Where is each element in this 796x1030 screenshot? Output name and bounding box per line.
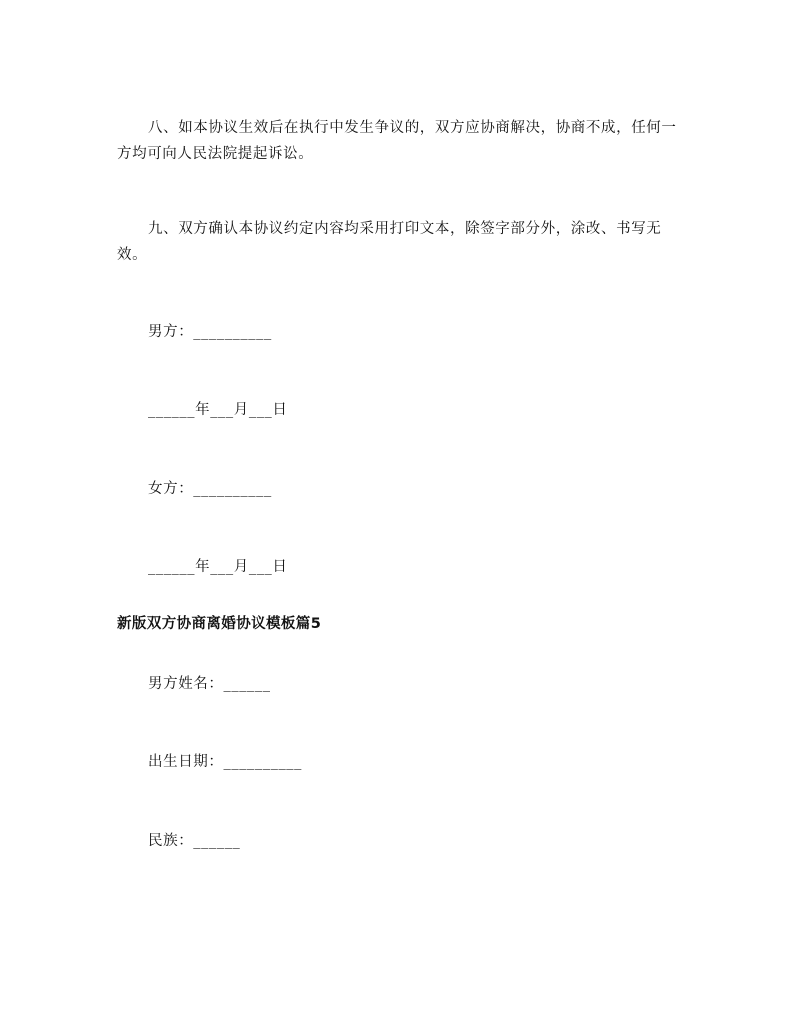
clause-8-paragraph: 八、如本协议生效后在执行中发生争议的，双方应协商解决，协商不成，任何一方均可向人民法院提起诉讼。 (117, 120, 677, 162)
section-heading: 新版双方协商离婚协议模板篇5 (117, 616, 322, 632)
clause-9-paragraph: 九、双方确认本协议约定内容均采用打印文本，除签字部分外，涂改、书写无效。 (117, 221, 662, 263)
male-party-signature-line: 男方：__________ (148, 324, 272, 340)
female-party-signature-line: 女方：__________ (148, 481, 272, 497)
date-line-1: ______年___月___日 (148, 402, 288, 418)
birth-date-field: 出生日期：__________ (148, 754, 302, 770)
date-line-2: ______年___月___日 (148, 559, 288, 575)
male-name-field: 男方姓名：______ (148, 676, 271, 692)
ethnicity-field: 民族：______ (148, 833, 241, 849)
